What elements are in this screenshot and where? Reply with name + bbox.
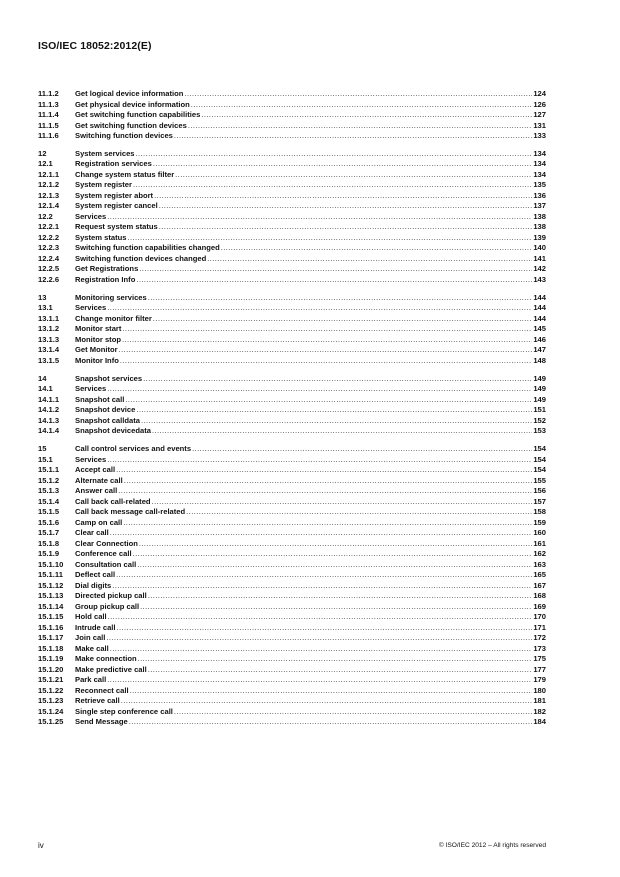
toc-dot-leader: [133, 549, 533, 560]
toc-entry-title: Conference call: [75, 549, 132, 559]
toc-entry-page: 134: [533, 159, 546, 169]
toc-entry[interactable]: [38, 654, 546, 665]
toc-dot-leader: [128, 233, 533, 244]
toc-dot-leader: [191, 100, 533, 111]
toc-entry-number: 15.1.17: [38, 633, 64, 643]
toc-entry-number: 15.1.21: [38, 675, 64, 685]
toc-entry-number: 15.1.7: [38, 528, 60, 538]
toc-entry-title: Consultation call: [75, 559, 137, 569]
toc-entry-title: Get switching function capabilities: [75, 110, 201, 119]
toc-entry[interactable]: [38, 324, 546, 335]
toc-entry-title: Directed pickup call: [75, 591, 147, 601]
toc-entry-number: 12.2.6: [38, 274, 60, 284]
toc-entry-number: 15.1.2: [38, 475, 60, 485]
toc-entry-title: Registration services: [75, 159, 152, 169]
toc-entry-title: Snapshot call: [75, 394, 125, 404]
toc-entry-title: Retrieve call: [75, 696, 120, 706]
footer-copyright: © ISO/IEC 2012 – All rights reserved: [438, 842, 546, 849]
toc-entry-title: Switching function devices: [75, 131, 173, 140]
toc-dot-leader: [110, 644, 533, 655]
toc-entry-title: System status: [75, 232, 127, 242]
toc-entry-page: 165: [533, 570, 546, 580]
toc-entry[interactable]: [38, 170, 546, 181]
toc-dot-leader: [116, 570, 532, 581]
toc-entry-number: 15: [38, 444, 47, 454]
toc-entry-page: 159: [533, 517, 546, 527]
toc-entry[interactable]: [38, 191, 546, 202]
toc-entry-page: 144: [533, 313, 546, 323]
toc-entry-number: 12.1: [38, 159, 53, 169]
toc-dot-leader: [153, 159, 533, 170]
toc-entry-page: 144: [533, 303, 546, 313]
toc-entry-page: 145: [533, 324, 546, 334]
toc-entry-number: 15.1.8: [38, 538, 60, 548]
toc-dot-leader: [186, 507, 532, 518]
toc-dot-leader: [175, 170, 532, 181]
toc-entry-title: Make predictive call: [75, 664, 147, 674]
toc-dot-leader: [148, 591, 533, 602]
toc-dot-leader: [107, 303, 532, 314]
toc-entry-page: 152: [533, 415, 546, 425]
toc-entry-number: 12.1.1: [38, 169, 60, 179]
toc-entry-page: 144: [533, 292, 546, 302]
toc-dot-leader: [107, 212, 532, 223]
toc-entry-page: 181: [533, 696, 546, 706]
toc-entry-page: 133: [533, 131, 546, 140]
toc-entry-page: 148: [533, 355, 546, 365]
toc-entry-page: 151: [533, 405, 546, 415]
toc-entry-number: 15.1.1: [38, 465, 60, 475]
toc-entry[interactable]: [38, 314, 546, 325]
toc-entry-page: 170: [533, 612, 546, 622]
toc-dot-leader: [188, 121, 533, 132]
toc-entry-title: Call back message call-related: [75, 507, 186, 517]
toc-entry-page: 142: [533, 264, 546, 274]
toc-entry-title: Intrude call: [75, 622, 116, 632]
toc-entry[interactable]: [38, 518, 546, 529]
toc-entry-title: Clear call: [75, 528, 109, 538]
toc-entry-title: Join call: [75, 633, 106, 643]
toc-dot-leader: [129, 717, 533, 728]
toc-entry-title: Change monitor filter: [75, 313, 152, 323]
toc-section: [38, 149, 546, 286]
toc-entry-number: 14: [38, 373, 47, 383]
toc-entry-title: Deflect call: [75, 570, 116, 580]
toc-entry[interactable]: [38, 335, 546, 346]
toc-entry[interactable]: [38, 444, 546, 455]
toc-entry-title: Accept call: [75, 465, 116, 475]
toc-entry-title: Reconnect call: [75, 685, 129, 695]
toc-entry-page: 136: [533, 190, 546, 200]
toc-entry-number: 12.1.2: [38, 180, 60, 190]
toc-entry-number: 15.1.14: [38, 601, 64, 611]
toc-entry[interactable]: [38, 717, 546, 728]
toc-dot-leader: [130, 686, 533, 697]
toc-dot-leader: [174, 707, 532, 718]
toc-entry-number: 15.1.15: [38, 612, 64, 622]
toc-entry-page: 149: [533, 373, 546, 383]
toc-entry-page: 137: [533, 201, 546, 211]
toc-entry-title: Monitoring services: [75, 292, 147, 302]
toc-entry-page: 134: [533, 148, 546, 158]
toc-entry[interactable]: [38, 560, 546, 571]
toc-entry[interactable]: [38, 149, 546, 160]
toc-entry[interactable]: [38, 581, 546, 592]
toc-entry-title: System register abort: [75, 190, 154, 200]
toc-entry-number: 13.1.1: [38, 313, 60, 323]
toc-entry[interactable]: [38, 374, 546, 385]
toc-dot-leader: [207, 254, 532, 265]
toc-entry[interactable]: [38, 180, 546, 191]
toc-entry-title: Services: [75, 211, 107, 221]
toc-entry-page: 161: [533, 538, 546, 548]
toc-entry-page: 143: [533, 274, 546, 284]
toc-entry-number: 15.1.11: [38, 570, 63, 580]
toc-entry-title: Park call: [75, 675, 107, 685]
toc-entry[interactable]: [38, 100, 546, 111]
toc-entry-title: Group pickup call: [75, 601, 140, 611]
toc-entry-page: 160: [533, 528, 546, 538]
toc-dot-leader: [107, 384, 532, 395]
toc-entry-title: Change system status filter: [75, 169, 175, 179]
toc-entry[interactable]: [38, 201, 546, 212]
toc-dot-leader: [152, 426, 532, 437]
toc-entry-title: Services: [75, 384, 107, 394]
toc-entry-title: Monitor start: [75, 324, 122, 334]
toc-entry-page: 162: [533, 549, 546, 559]
toc-dot-leader: [159, 201, 533, 212]
toc-entry-number: 13: [38, 292, 47, 302]
toc-entry-page: 167: [533, 580, 546, 590]
toc-dot-leader: [122, 335, 532, 346]
toc-entry-page: 172: [533, 633, 546, 643]
toc-entry[interactable]: [38, 696, 546, 707]
toc-entry[interactable]: [38, 665, 546, 676]
toc-dot-leader: [119, 345, 533, 356]
toc-entry[interactable]: [38, 121, 546, 132]
toc-dot-leader: [139, 264, 532, 275]
toc-entry-page: 140: [533, 243, 546, 253]
toc-entry[interactable]: [38, 507, 546, 518]
toc-entry-page: 158: [533, 507, 546, 517]
toc-entry-number: 15.1.9: [38, 549, 60, 559]
toc-entry[interactable]: [38, 293, 546, 304]
toc-entry-number: 12.2.1: [38, 222, 60, 232]
toc-dot-leader: [107, 675, 532, 686]
toc-entry[interactable]: [38, 384, 546, 395]
toc-entry-page: 124: [533, 89, 546, 98]
toc-entry-page: 154: [533, 454, 546, 464]
toc-entry[interactable]: [38, 539, 546, 550]
toc-entry-number: 15.1.19: [38, 654, 64, 664]
toc-dot-leader: [221, 243, 533, 254]
toc-entry-number: 15.1.13: [38, 591, 64, 601]
toc-entry-title: Request system status: [75, 222, 158, 232]
toc-entry-number: 15.1.23: [38, 696, 64, 706]
toc-dot-leader: [106, 633, 532, 644]
toc-entry-page: 173: [533, 643, 546, 653]
toc-entry[interactable]: [38, 675, 546, 686]
toc-entry-number: 13.1.5: [38, 355, 60, 365]
toc-entry[interactable]: [38, 644, 546, 655]
toc-entry-title: System register cancel: [75, 201, 158, 211]
toc-dot-leader: [110, 528, 533, 539]
toc-entry[interactable]: [38, 497, 546, 508]
toc-entry-number: 13.1.2: [38, 324, 60, 334]
toc-dot-leader: [120, 356, 532, 367]
toc-entry-title: Call back call-related: [75, 496, 151, 506]
footer-page-number: iv: [38, 841, 44, 850]
toc-section: [38, 444, 546, 728]
toc-dot-leader: [154, 191, 532, 202]
toc-entry-page: 127: [533, 110, 546, 119]
toc-entry-title: Get Registrations: [75, 264, 139, 274]
toc-entry-page: 126: [533, 99, 546, 109]
toc-entry-page: 171: [533, 622, 546, 632]
toc-entry[interactable]: [38, 486, 546, 497]
toc-dot-leader: [143, 374, 532, 385]
toc-entry[interactable]: [38, 233, 546, 244]
toc-entry-title: Snapshot calldata: [75, 415, 140, 425]
toc-entry-number: 15.1.5: [38, 507, 60, 517]
toc-entry-number: 15.1.18: [38, 643, 64, 653]
toc-dot-leader: [138, 654, 533, 665]
toc-entry-number: 12.2.3: [38, 243, 60, 253]
toc-dot-leader: [116, 465, 532, 476]
toc-dot-leader: [136, 149, 533, 160]
toc-entry[interactable]: [38, 686, 546, 697]
toc-dot-leader: [159, 222, 533, 233]
toc-section: [38, 89, 546, 142]
toc-dot-leader: [136, 275, 532, 286]
toc-entry-number: 15.1.3: [38, 486, 60, 496]
toc-entry-title: Call control services and events: [75, 444, 192, 454]
toc-entry-title: Send Message: [75, 717, 128, 727]
toc-entry[interactable]: [38, 591, 546, 602]
toc-dot-leader: [153, 314, 533, 325]
toc-entry-page: 139: [533, 232, 546, 242]
toc-entry-page: 179: [533, 675, 546, 685]
toc-entry-title: Snapshot services: [75, 373, 143, 383]
toc-entry[interactable]: [38, 602, 546, 613]
toc-dot-leader: [174, 131, 532, 142]
toc-entry-page: 168: [533, 591, 546, 601]
document-header: ISO/IEC 18052:2012(E): [38, 40, 152, 52]
toc-dot-leader: [133, 180, 532, 191]
toc-entry[interactable]: [38, 416, 546, 427]
toc-entry-number: 11.1.3: [38, 99, 59, 109]
toc-dot-leader: [118, 486, 532, 497]
toc-dot-leader: [184, 89, 532, 100]
toc-entry-title: System register: [75, 180, 132, 190]
toc-entry-title: Get switching function devices: [75, 120, 187, 130]
toc-entry-page: 163: [533, 559, 546, 569]
toc-dot-leader: [117, 623, 533, 634]
toc-entry[interactable]: [38, 131, 546, 142]
toc-entry-title: Switching function capabilities changed: [75, 243, 220, 253]
toc-entry-page: 177: [533, 664, 546, 674]
toc-entry-number: 11.1.4: [38, 110, 59, 119]
toc-entry-number: 15.1.20: [38, 664, 64, 674]
toc-entry-title: Snapshot devicedata: [75, 426, 151, 436]
toc-dot-leader: [140, 602, 532, 613]
toc-entry[interactable]: [38, 243, 546, 254]
toc-entry-number: 15.1: [38, 454, 53, 464]
toc-entry-number: 15.1.24: [38, 706, 64, 716]
toc-entry-page: 147: [533, 345, 546, 355]
toc-dot-leader: [137, 560, 532, 571]
toc-entry-page: 138: [533, 211, 546, 221]
toc-entry-title: Get logical device information: [75, 89, 184, 98]
toc-entry-number: 15.1.10: [38, 559, 64, 569]
toc-entry-page: 153: [533, 426, 546, 436]
toc-entry-number: 12.2.4: [38, 253, 60, 263]
toc-dot-leader: [201, 110, 532, 121]
toc-entry-title: Monitor Info: [75, 355, 119, 365]
toc-entry[interactable]: [38, 254, 546, 265]
toc-entry-number: 15.1.6: [38, 517, 60, 527]
toc-dot-leader: [124, 476, 533, 487]
toc-entry-page: 154: [533, 444, 546, 454]
toc-entry-title: Clear Connection: [75, 538, 138, 548]
table-of-contents: [38, 89, 546, 735]
toc-entry-page: 146: [533, 334, 546, 344]
toc-entry[interactable]: [38, 707, 546, 718]
toc-entry[interactable]: [38, 159, 546, 170]
toc-entry[interactable]: [38, 426, 546, 437]
toc-dot-leader: [152, 497, 533, 508]
toc-entry[interactable]: [38, 455, 546, 466]
toc-dot-leader: [148, 665, 533, 676]
toc-entry-page: 149: [533, 384, 546, 394]
toc-entry-page: 141: [533, 253, 546, 263]
toc-entry[interactable]: [38, 264, 546, 275]
toc-dot-leader: [122, 324, 532, 335]
toc-dot-leader: [192, 444, 532, 455]
toc-entry-number: 14.1: [38, 384, 53, 394]
toc-entry-page: 135: [533, 180, 546, 190]
toc-entry-page: 149: [533, 394, 546, 404]
toc-entry[interactable]: [38, 303, 546, 314]
toc-entry-page: 155: [533, 475, 546, 485]
toc-entry-page: 182: [533, 706, 546, 716]
toc-dot-leader: [108, 612, 533, 623]
toc-section: [38, 293, 546, 367]
toc-entry-number: 15.1.22: [38, 685, 64, 695]
toc-entry[interactable]: [38, 345, 546, 356]
toc-entry-title: Alternate call: [75, 475, 123, 485]
toc-entry-number: 15.1.4: [38, 496, 60, 506]
toc-entry-page: 156: [533, 486, 546, 496]
toc-entry-title: Camp on call: [75, 517, 123, 527]
toc-entry-number: 13.1: [38, 303, 53, 313]
toc-entry-number: 14.1.2: [38, 405, 60, 415]
toc-entry-title: Dial digits: [75, 580, 112, 590]
toc-entry-title: Services: [75, 303, 107, 313]
toc-entry-title: Snapshot device: [75, 405, 136, 415]
toc-entry-page: 157: [533, 496, 546, 506]
toc-entry[interactable]: [38, 528, 546, 539]
toc-entry-title: Answer call: [75, 486, 118, 496]
toc-entry-page: 180: [533, 685, 546, 695]
toc-entry-number: 12.2.2: [38, 232, 60, 242]
toc-dot-leader: [148, 293, 533, 304]
toc-entry-title: Make call: [75, 643, 109, 653]
toc-section: [38, 374, 546, 437]
toc-entry-number: 12.2.5: [38, 264, 60, 274]
toc-dot-leader: [121, 696, 533, 707]
toc-entry-page: 175: [533, 654, 546, 664]
toc-entry[interactable]: [38, 623, 546, 634]
toc-entry-number: 12: [38, 148, 47, 158]
toc-entry-title: Hold call: [75, 612, 107, 622]
toc-entry[interactable]: [38, 549, 546, 560]
toc-entry-page: 131: [533, 120, 546, 130]
toc-entry-number: 13.1.4: [38, 345, 60, 355]
toc-entry[interactable]: [38, 110, 546, 121]
toc-entry-number: 15.1.25: [38, 717, 64, 727]
toc-entry-title: Make connection: [75, 654, 137, 664]
toc-dot-leader: [112, 581, 532, 592]
toc-entry-number: 14.1.1: [38, 394, 60, 404]
toc-dot-leader: [125, 395, 532, 406]
toc-entry-number: 14.1.3: [38, 415, 60, 425]
toc-entry-title: Switching function devices changed: [75, 253, 207, 263]
toc-entry-number: 15.1.16: [38, 622, 64, 632]
toc-entry[interactable]: [38, 222, 546, 233]
toc-entry-number: 14.1.4: [38, 426, 60, 436]
toc-entry-page: 184: [533, 717, 546, 727]
toc-entry-title: Single step conference call: [75, 706, 173, 716]
toc-dot-leader: [141, 416, 532, 427]
toc-entry-number: 15.1.12: [38, 580, 64, 590]
toc-entry[interactable]: [38, 465, 546, 476]
toc-entry-number: 11.1.5: [38, 120, 59, 130]
toc-entry-title: Monitor stop: [75, 334, 121, 344]
toc-entry-number: 12.2: [38, 211, 53, 221]
toc-entry[interactable]: [38, 395, 546, 406]
toc-entry-number: 12.1.3: [38, 190, 60, 200]
toc-entry-page: 134: [533, 169, 546, 179]
toc-entry-number: 12.1.4: [38, 201, 60, 211]
toc-entry-title: Registration Info: [75, 274, 136, 284]
toc-entry-title: Get physical device information: [75, 99, 190, 109]
toc-entry[interactable]: [38, 89, 546, 100]
toc-dot-leader: [107, 455, 532, 466]
toc-entry-number: 11.1.6: [38, 131, 59, 140]
toc-entry[interactable]: [38, 570, 546, 581]
toc-entry[interactable]: [38, 212, 546, 223]
toc-entry[interactable]: [38, 476, 546, 487]
toc-entry[interactable]: [38, 275, 546, 286]
toc-dot-leader: [123, 518, 532, 529]
toc-entry-title: System services: [75, 148, 135, 158]
toc-dot-leader: [136, 405, 532, 416]
toc-entry-title: Services: [75, 454, 107, 464]
toc-entry[interactable]: [38, 633, 546, 644]
toc-entry-number: 11.1.2: [38, 89, 59, 98]
toc-entry-page: 169: [533, 601, 546, 611]
toc-entry-number: 13.1.3: [38, 334, 60, 344]
toc-entry-title: Get Monitor: [75, 345, 118, 355]
toc-entry[interactable]: [38, 612, 546, 623]
toc-entry[interactable]: [38, 356, 546, 367]
toc-entry-page: 154: [533, 465, 546, 475]
toc-entry[interactable]: [38, 405, 546, 416]
toc-entry-page: 138: [533, 222, 546, 232]
toc-dot-leader: [139, 539, 532, 550]
